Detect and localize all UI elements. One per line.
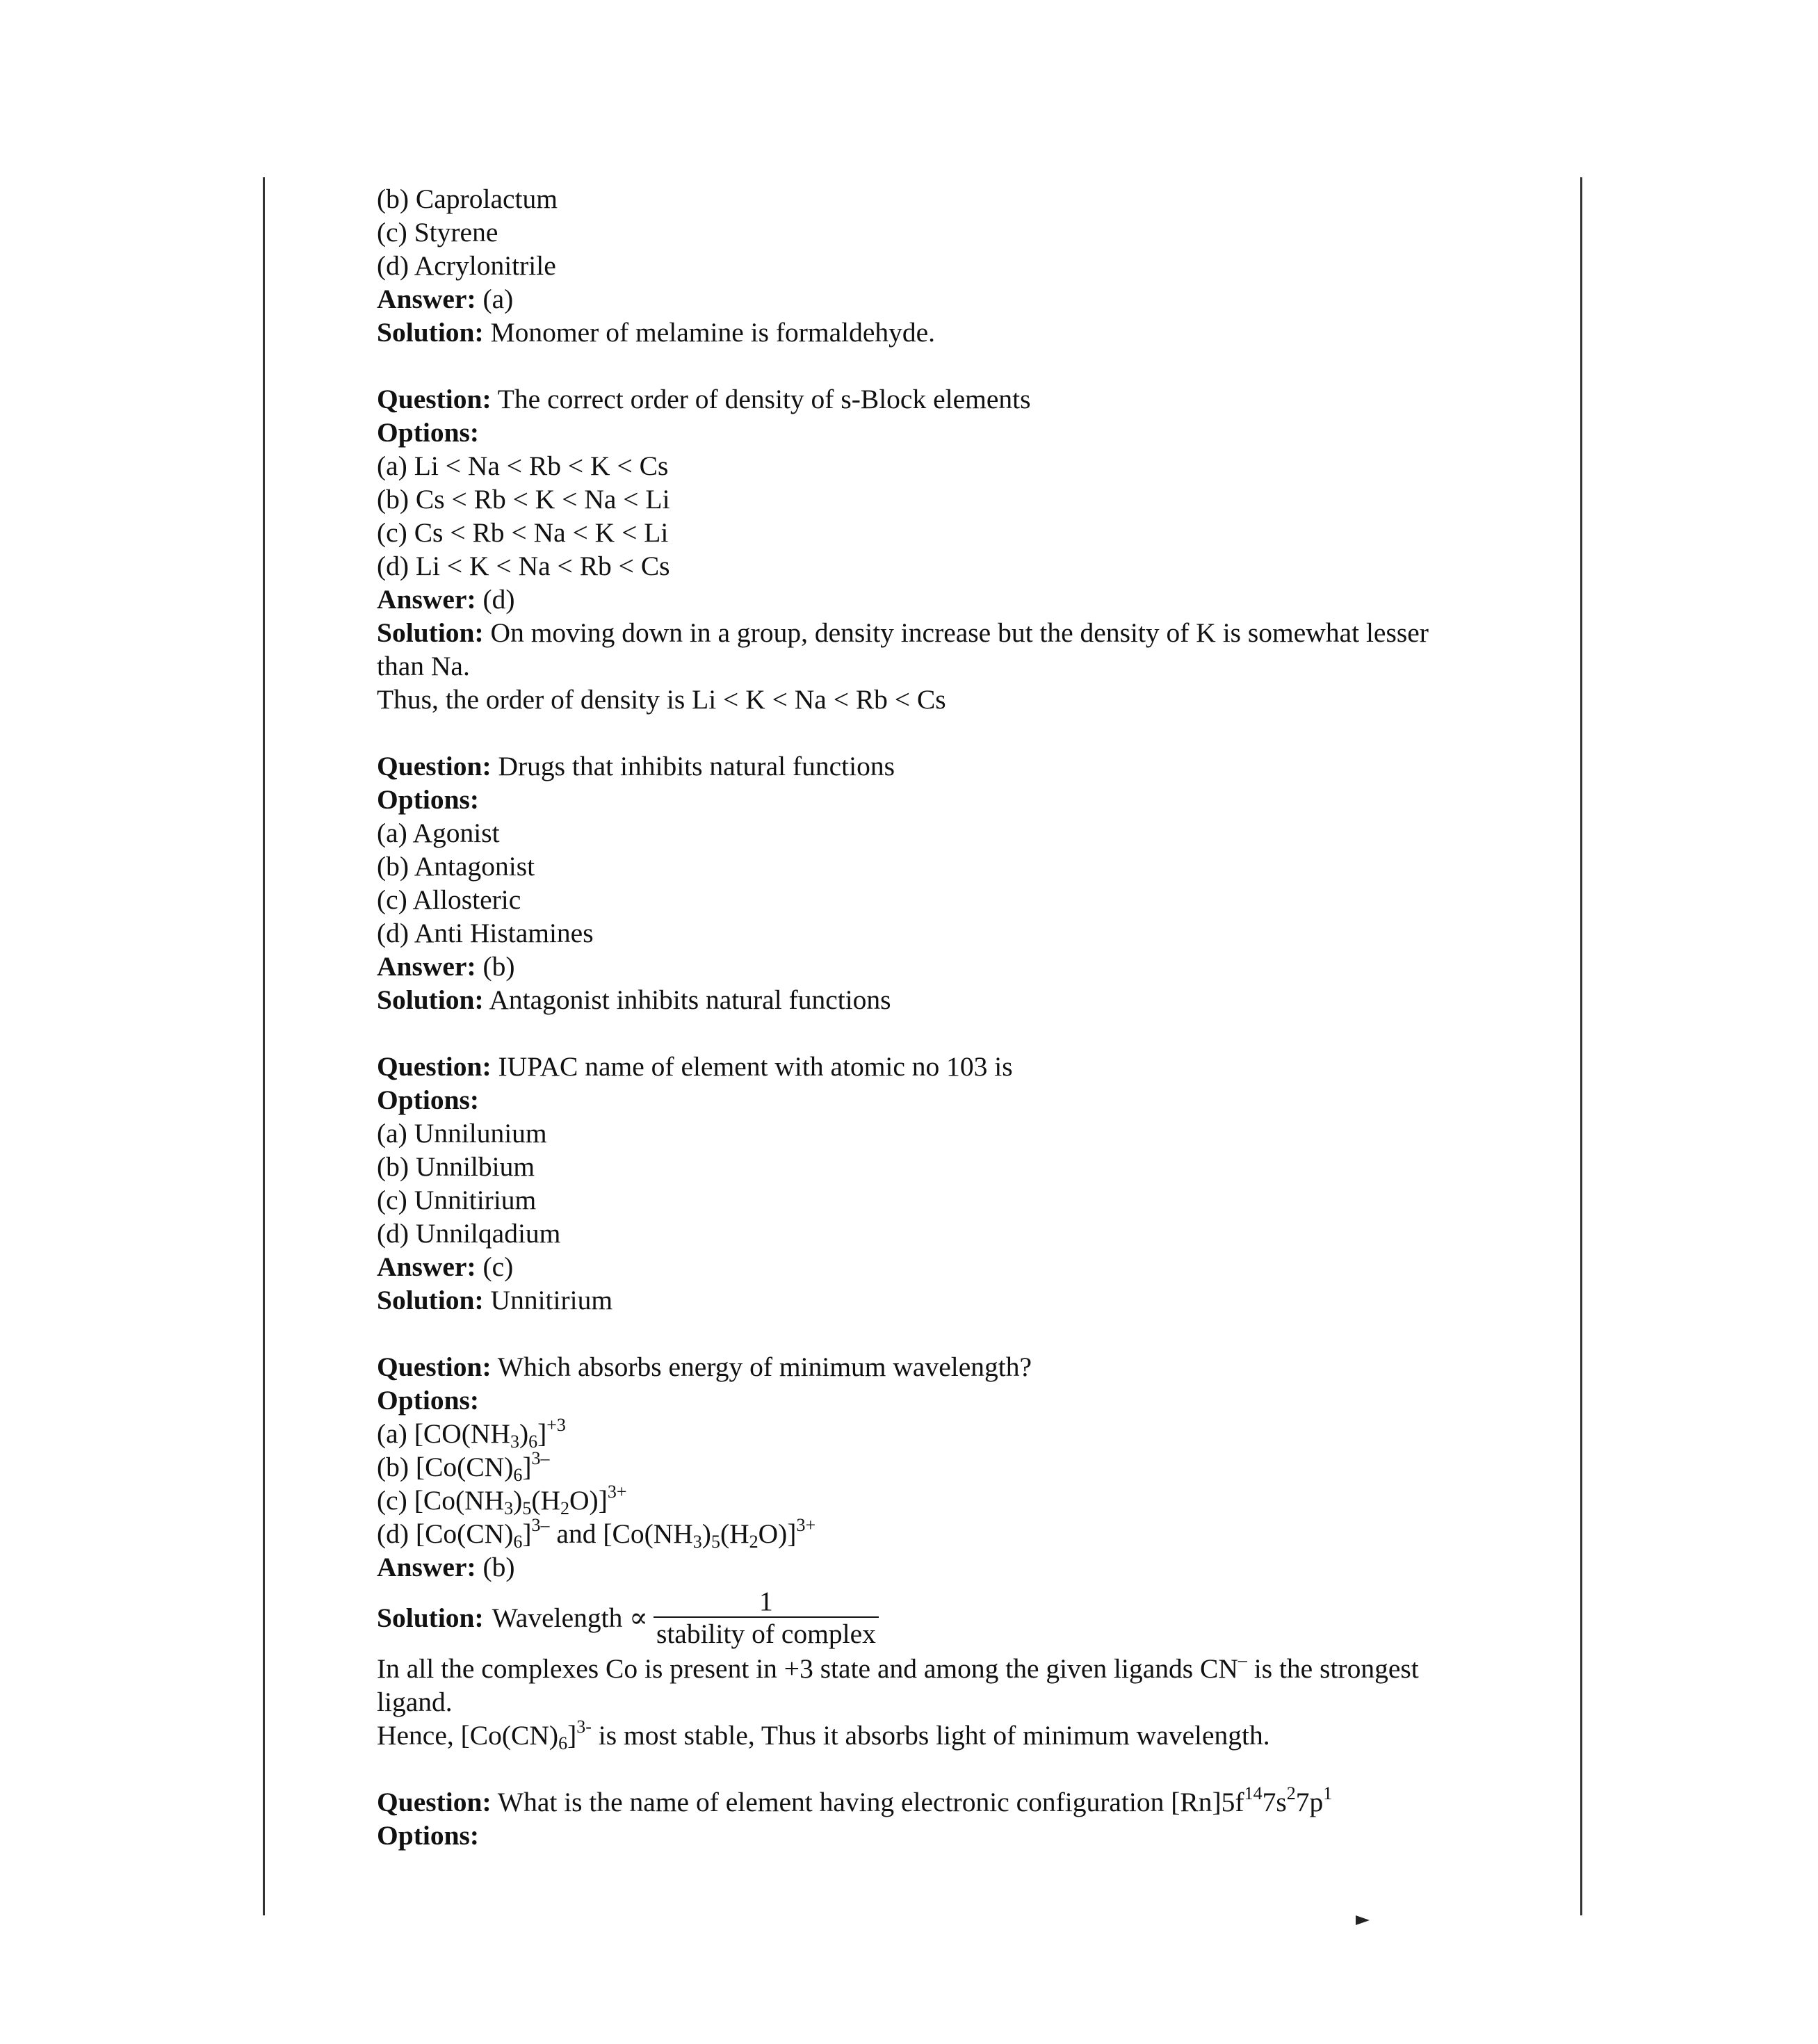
solution-label: Solution: [377, 617, 484, 648]
solution-line [377, 983, 1434, 1016]
text-part: Hence, [Co(CN) [377, 1720, 559, 1751]
option-a: (a) Unnilunium [377, 1118, 547, 1149]
text-part: is most stable, Thus it absorbs light of minimum wavelength. [591, 1720, 1270, 1751]
solution-label: Solution: [377, 1603, 484, 1633]
formula-part: ] [522, 1518, 532, 1549]
option-b [377, 1450, 1434, 1484]
option-d [377, 1517, 1434, 1550]
answer-value: (d) [482, 584, 515, 615]
question-text: Drugs that inhibits natural functions [498, 751, 895, 781]
answer-label: Answer: [377, 284, 476, 314]
solution-paragraph [377, 1652, 1434, 1719]
formula-part: and [Co(NH [549, 1518, 693, 1549]
option-c: (c) Allosteric [377, 884, 521, 915]
answer-line [377, 1550, 1434, 1584]
superscript: 3– [531, 1515, 550, 1535]
subscript: 2 [749, 1532, 758, 1552]
question-label: Question: [377, 1051, 492, 1082]
answer-line [377, 583, 1434, 616]
formula-part: O)] [758, 1518, 797, 1549]
subscript: 3 [504, 1498, 514, 1518]
option-d: (d) Li < K < Na < Rb < Cs [377, 551, 670, 581]
solution-text: On moving down in a group, density increase but the density of K is somewhat lesser than Na. [377, 617, 1429, 681]
option-a [377, 1417, 1434, 1450]
formula-part: O)] [569, 1485, 608, 1516]
option-c: (c) Styrene [377, 217, 498, 248]
formula-part: (H [531, 1485, 561, 1516]
answer-line [377, 950, 1434, 983]
superscript: 3– [531, 1448, 550, 1468]
question-line [377, 1350, 1434, 1384]
text-part: In all the complexes Co is present in +3 state and among the given ligands CN [377, 1653, 1238, 1684]
option-b: (b) Cs < Rb < K < Na < Li [377, 484, 670, 514]
question-line [377, 1050, 1434, 1083]
fraction-denominator: stability of complex [656, 1619, 876, 1649]
question-label: Question: [377, 751, 492, 781]
formula-part: ) [701, 1518, 711, 1549]
subscript: 5 [522, 1498, 532, 1518]
solution-label: Solution: [377, 984, 484, 1015]
question-text: The correct order of density of s-Block elements [497, 384, 1031, 414]
question-text: IUPAC name of element with atomic no 103 is [498, 1051, 1013, 1082]
text-part: is the strongest ligand. [377, 1653, 1419, 1717]
solution-conclusion [377, 1719, 1434, 1752]
answer-value: (c) [482, 1251, 514, 1282]
solution-label: Solution: [377, 317, 484, 348]
solution-text: Monomer of melamine is formaldehyde. [490, 317, 936, 348]
answer-value: (b) [482, 1552, 515, 1582]
text-part: ] [567, 1720, 577, 1751]
formula-part: ) [513, 1485, 523, 1516]
equation-lhs: Wavelength ∝ [492, 1603, 648, 1633]
option-c [377, 1484, 1434, 1517]
options-label: Options: [377, 1385, 480, 1416]
formula-part: (a) [CO(NH [377, 1418, 510, 1449]
subscript: 3 [510, 1431, 519, 1452]
question-label: Question: [377, 384, 492, 414]
subscript: 6 [528, 1431, 538, 1452]
formula-part: (d) [Co(CN) [377, 1518, 514, 1549]
question-line [377, 382, 1434, 416]
question-line [377, 749, 1434, 783]
fraction [654, 1586, 879, 1650]
solution-line [377, 1283, 1434, 1317]
subscript: 2 [560, 1498, 570, 1518]
answer-value: (a) [482, 284, 514, 314]
answer-line [377, 1250, 1434, 1283]
question-text: 7s [1262, 1787, 1287, 1817]
option-b: (b) Antagonist [377, 851, 535, 882]
answer-label: Answer: [377, 584, 476, 615]
formula-part: (b) [Co(CN) [377, 1452, 514, 1482]
option-a: (a) Agonist [377, 818, 500, 848]
arrow-mark-icon [1356, 1915, 1370, 1925]
option-d: (d) Acrylonitrile [377, 250, 556, 281]
option-c: (c) Unnitirium [377, 1185, 537, 1215]
question-block-drugs [377, 749, 1434, 1016]
solution-text: Antagonist inhibits natural functions [489, 984, 891, 1015]
subscript: 3 [692, 1532, 702, 1552]
document-body [377, 182, 1434, 1852]
solution-equation [377, 1584, 1434, 1652]
superscript: 3+ [607, 1482, 627, 1502]
formula-part: ) [519, 1418, 529, 1449]
question-block-continued [377, 182, 1434, 349]
superscript: – [1237, 1650, 1247, 1670]
question-block-density [377, 382, 1434, 716]
option-b: (b) Unnilbium [377, 1151, 535, 1182]
page-border-left [263, 177, 265, 1915]
question-block-wavelength [377, 1350, 1434, 1752]
question-block-configuration [377, 1785, 1434, 1852]
question-text: 7p [1295, 1787, 1324, 1817]
option-c: (c) Cs < Rb < Na < K < Li [377, 517, 669, 548]
options-label: Options: [377, 417, 480, 448]
question-text: Which absorbs energy of minimum wavelength? [497, 1352, 1032, 1382]
solution-conclusion: Thus, the order of density is Li < K < Na < Rb < Cs [377, 684, 946, 715]
subscript: 6 [513, 1532, 523, 1552]
option-d: (d) Unnilqadium [377, 1218, 561, 1249]
subscript: 6 [558, 1733, 568, 1753]
answer-value: (b) [482, 951, 515, 982]
solution-label: Solution: [377, 1285, 484, 1315]
solution-line [377, 316, 1434, 349]
option-d: (d) Anti Histamines [377, 918, 594, 948]
subscript: 6 [513, 1465, 523, 1485]
fraction-numerator: 1 [654, 1586, 879, 1618]
question-line [377, 1785, 1434, 1819]
superscript: +3 [546, 1415, 566, 1435]
question-text: What is the name of element having electronic configuration [Rn]5f [497, 1787, 1244, 1817]
formula-part: (c) [Co(NH [377, 1485, 505, 1516]
superscript: 1 [1323, 1783, 1333, 1803]
superscript: 3- [576, 1717, 592, 1737]
solution-text: Unnitirium [490, 1285, 613, 1315]
formula-part: ] [522, 1452, 532, 1482]
answer-label: Answer: [377, 1552, 476, 1582]
question-block-iupac [377, 1050, 1434, 1317]
formula-part: ] [537, 1418, 547, 1449]
superscript: 2 [1286, 1783, 1296, 1803]
formula-part: (H [720, 1518, 749, 1549]
superscript: 3+ [796, 1515, 816, 1535]
answer-label: Answer: [377, 951, 476, 982]
question-label: Question: [377, 1352, 492, 1382]
answer-line [377, 282, 1434, 316]
subscript: 5 [711, 1532, 720, 1552]
superscript: 14 [1244, 1783, 1263, 1803]
solution-line [377, 616, 1434, 683]
options-label: Options: [377, 784, 480, 815]
option-b: (b) Caprolactum [377, 184, 558, 214]
answer-label: Answer: [377, 1251, 476, 1282]
option-a: (a) Li < Na < Rb < K < Cs [377, 451, 669, 481]
question-label: Question: [377, 1787, 492, 1817]
page-border-right [1580, 177, 1582, 1915]
options-label: Options: [377, 1085, 480, 1115]
options-label: Options: [377, 1820, 480, 1851]
